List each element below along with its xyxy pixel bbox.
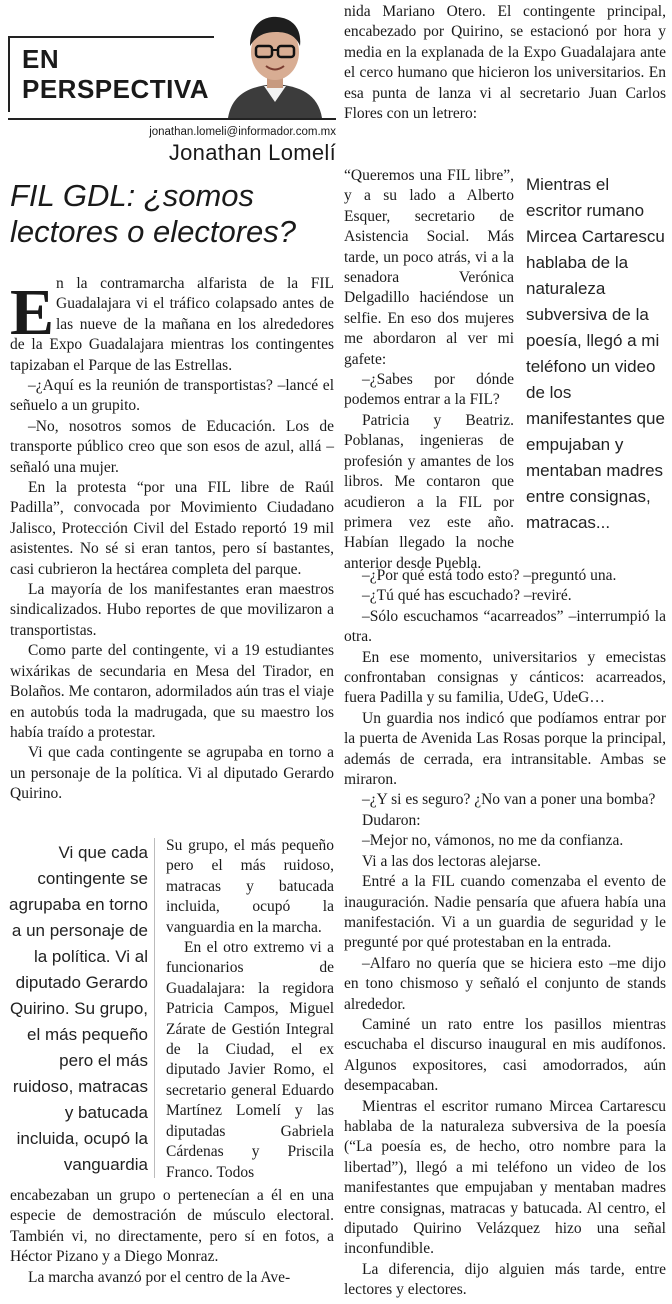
- article-paragraph: –¿Sabes por dónde podemos entrar a la FIL?: [344, 371, 514, 409]
- article-paragraph: –¿Aquí es la reunión de transportistas? –lancé el señuelo a un grupito.: [10, 377, 334, 415]
- dropcap-float: [10, 274, 56, 335]
- pullquote-divider: [154, 838, 155, 1178]
- drop-cap: E: [10, 276, 55, 349]
- article-paragraph: La diferencia, dijo alguien más tarde, entre lectores y electores.: [344, 1260, 666, 1299]
- col2-top: [344, 2, 666, 124]
- article-paragraph: Su grupo, el más pequeño pero el más ruidoso, matracas y batucada incluida, ocupó la vanguardia en la marcha.: [166, 837, 334, 936]
- header-rule: [8, 118, 336, 120]
- section-label: [22, 44, 209, 104]
- headline-line2: lectores o electores?: [10, 214, 297, 249]
- article-paragraph: –¿Tú qué has escuchado? –reviré.: [362, 587, 572, 605]
- article-paragraph: La mayoría de los manifestantes eran maestros sindicalizados. Hubo reportes de que movilizaron a transportistas.: [10, 581, 334, 639]
- author-name: Jonathan Lomelí: [168, 140, 336, 165]
- article-paragraph: Dudaron:: [362, 811, 421, 829]
- article-paragraph: En el otro extremo vi a funcionarios de Guadalajara: la regidora Patricia Campos, Miguel Zárate de Gestión Integral de la Ciudad, el ex diputado Javier Romo, el secretario general Eduardo Martínez Lomelí y las diputadas Gabriela Cárdenas y Priscila Franco. Todos: [166, 939, 334, 1181]
- article-paragraph: La marcha avanzó por el centro de la Ave-: [28, 1268, 291, 1286]
- section-label-line1: EN: [22, 44, 60, 74]
- pullquote-left: Vi que cada contingente se agrupaba en torno a un personaje de la política. Vi al diputado Gerardo Quirino. Su grupo, el más pequeño pero el más ruidoso, matracas y batucada incluida, ocupó la vanguardia: [9, 843, 148, 1174]
- col1-bottom: [10, 1186, 334, 1288]
- col2-bottom: [344, 566, 666, 1301]
- col2-narrow: [344, 166, 514, 574]
- article-paragraph: “Queremos una FIL libre”, y a su lado a Alberto Esquer, secretario de Asistencia Social. Más tarde, un poco atrás, vi a la senadora Verónica Delgadillo haciéndose un selfie. En eso dos mujeres me abordaron al ver mi gafete:: [344, 167, 514, 368]
- author-email: jonathan.lomeli@informador.com.mx: [149, 126, 336, 138]
- article-paragraph: Mientras el escritor rumano Mircea Cartarescu hablaba de la naturaleza subversiva de la poesía (“La poesía es, de hecho, otro nombre para la libertad”), llegó a mi teléfono un video de los manifestantes que empujaban y mentaban madres entre consignas, matracas y batucada. Al centro, el diputado Quirino Velázquez hizo una señal inconfundible.: [344, 1097, 666, 1258]
- article-paragraph: Patricia y Beatriz. Poblanas, ingenieras de profesión y amantes de los libros. Me contaron que acudieron a la FIL por primera vez este año. Habían llegado la noche anterior desde Puebla.: [344, 411, 514, 572]
- article-paragraph: Entré a la FIL cuando comenzaba el evento de inauguración. Nadie pensaría que afuera había una manifestación. Vi a un guardia de seguridad y le pregunté por qué protestaban en la entrada.: [344, 873, 666, 952]
- article-paragraph: –Sólo escuchamos “acarreados” –interrumpió la otra.: [344, 607, 666, 646]
- headline: [10, 178, 340, 250]
- col1-body-rest: [10, 376, 334, 805]
- article-paragraph: nida Mariano Otero. El contingente principal, encabezado por Quirino, se estacionó por hora y media en la explanada de la Expo Guadalajara ante el cerco humano que hicieron los universitarios. En esa punta de lanza vi al secretario Juan Carlos Flores con un letrero:: [344, 3, 666, 123]
- article-paragraph: Vi que cada contingente se agrupaba en torno a un personaje de la política. Vi al diputado Gerardo Quirino.: [10, 744, 334, 803]
- article-paragraph: En ese momento, universitarios y emecistas confrontaban consignas y cánticos: acarreados, fuera Padilla y su familia, UdeG, UdeG…: [344, 648, 666, 707]
- article-paragraph: encabezaban un grupo o pertenecían a él en una especie de demostración de músculo electoral. También vi, no directamente, pero sí en fotos, a Héctor Pizano y a Diego Monraz.: [10, 1187, 334, 1266]
- article-paragraph: –Alfaro no quería que se hiciera esto –me dijo en tono chismoso y señaló el conjunto de stands alrededor.: [344, 954, 666, 1013]
- col1-narrow: [166, 836, 334, 1183]
- article-paragraph: –¿Por qué está todo esto? –preguntó una.: [362, 567, 617, 584]
- pullquote-right: Mientras el escritor rumano Mircea Cartarescu hablaba de la naturaleza subversiva de la poesía, llegó a mi teléfono un video de los manifestantes que empujaban y mentaban madres entre consignas, matracas...: [526, 175, 665, 532]
- col1-body: [10, 274, 334, 376]
- article-paragraph: En la protesta “por una FIL libre de Raúl Padilla”, convocada por Movimiento Ciudadano Jalisco, Protección Civil del Estado reportó 19 mil asistentes. No sé si eran tantos, pero sí bastantes, casi cubrieron la hectárea completa del parque.: [10, 479, 334, 578]
- article-paragraph: Como parte del contingente, vi a 19 estudiantes wixárikas de secundaria en Mesa del Tirador, en Bolaños. Me contaron, adormilados aún tras el viaje en autobús toda la madrugada, que su maestro los había traído a protestar.: [10, 642, 334, 741]
- section-label-line2: PERSPECTIVA: [22, 74, 210, 104]
- article-paragraph: Caminé un rato entre los pasillos mientras escuchaba el discurso inaugural en mis audífonos. Algunos expositores, casi amodorrados, aún desempacaban.: [344, 1015, 666, 1095]
- author-photo: [220, 2, 330, 118]
- article-paragraph: –No, nosotros somos de Educación. Los de transporte público creo que son esos de azul, allá –señaló una mujer.: [10, 417, 334, 476]
- lead-hidden: n la contramarcha alfarista de la FIL Guadalajara vi el tráfico colapsado antes de las nueve de la mañana en los alrededores de la Expo Guadalajara mientras los contingentes tapizaban el Parque de las Estrellas.: [10, 275, 334, 374]
- article-paragraph: Vi a las dos lectoras alejarse.: [362, 852, 541, 870]
- headline-line1: FIL GDL: ¿somos: [10, 178, 255, 213]
- article-paragraph: –Mejor no, vámonos, no me da confianza.: [362, 832, 624, 850]
- article-paragraph: –¿Y si es seguro? ¿No van a poner una bomba?: [362, 791, 656, 809]
- article-paragraph: Un guardia nos indicó que podíamos entrar por la puerta de Avenida Las Rosas porque la principal, además de cerrada, era intransitable. Ambas se miraron.: [344, 709, 666, 789]
